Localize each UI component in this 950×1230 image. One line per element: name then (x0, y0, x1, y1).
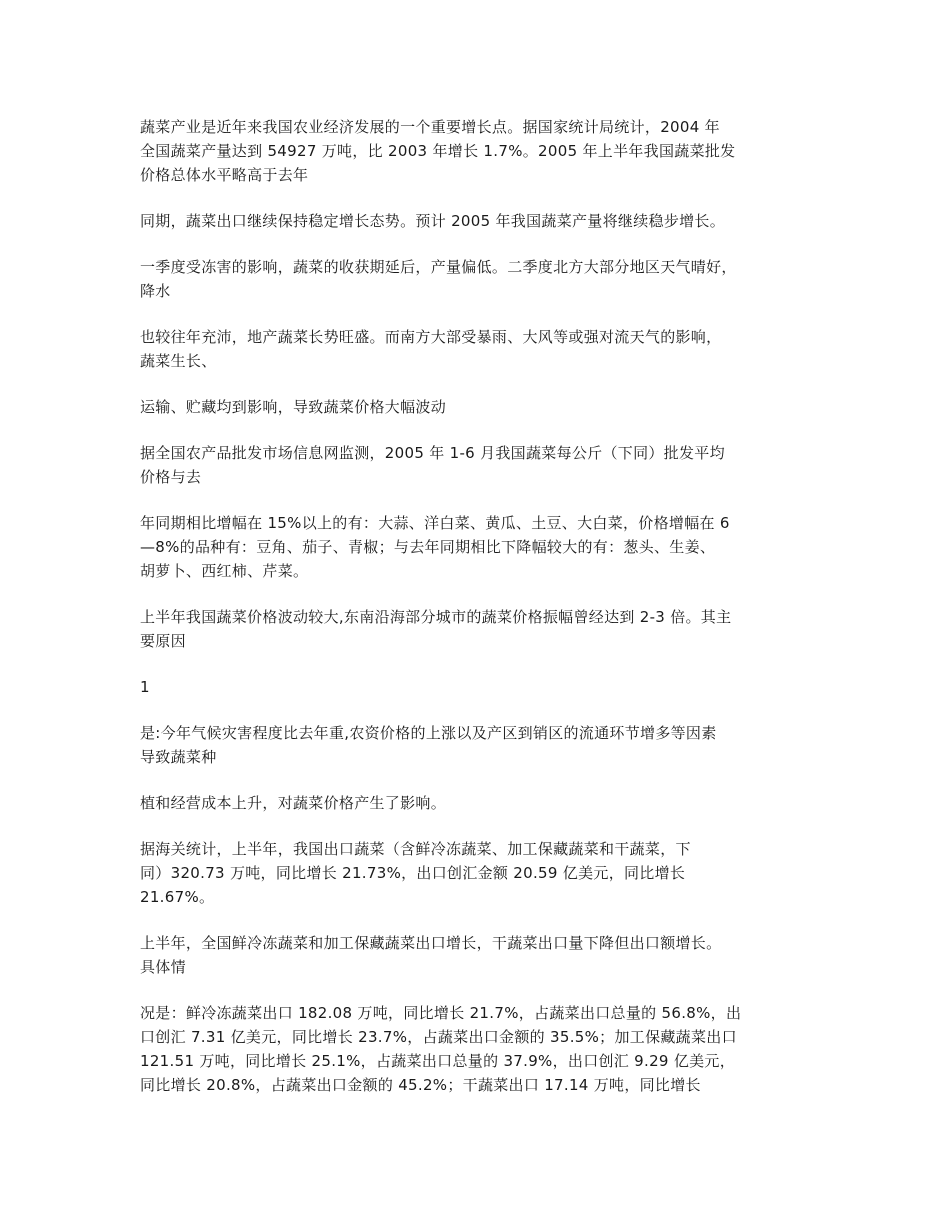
text-line: 同期，蔬菜出口继续保持稳定增长态势。预计 2005 年我国蔬菜产量将继续稳步增长。 (140, 212, 726, 230)
text-line: 价格总体水平略高于去年 (140, 166, 309, 184)
text-line: 全国蔬菜产量达到 54927 万吨，比 2003 年增长 1.7%。2005 年上半年我国蔬菜批发 (140, 142, 736, 160)
paragraph-cost-increase (140, 791, 812, 815)
text-line: 胡萝卜、西红柿、芹菜。 (140, 562, 309, 580)
text-line: 植和经营成本上升，对蔬菜价格产生了影响。 (140, 794, 447, 812)
text-line: 21.67%。 (140, 888, 215, 906)
text-line: 导致蔬菜种 (140, 748, 217, 766)
text-line: 上半年我国蔬菜价格波动较大,东南沿海部分城市的蔬菜价格振幅曾经达到 2-3 倍。其主 (140, 608, 732, 626)
paragraph-customs-statistics (140, 837, 812, 909)
text-line: 具体情 (140, 958, 186, 976)
text-line: 121.51 万吨，同比增长 25.1%，占蔬菜出口总量的 37.9%，出口创汇 9.29 亿美元， (140, 1052, 736, 1070)
paragraph-price-fluctuation (140, 395, 812, 419)
text-line: 一季度受冻害的影响，蔬菜的收获期延后，产量偏低。二季度北方大部分地区天气晴好， (140, 258, 737, 276)
text-line: —8%的品种有：豆角、茄子、青椒；与去年同期相比下降幅较大的有：葱头、生姜、 (140, 538, 716, 556)
paragraph-first-quarter (140, 255, 812, 303)
text-line: 况是：鲜冷冻蔬菜出口 182.08 万吨，同比增长 21.7%，占蔬菜出口总量的 56.8%，出 (140, 1004, 742, 1022)
text-line: 同）320.73 万吨，同比增长 21.73%，出口创汇金额 20.59 亿美元，同比增长 (140, 864, 686, 882)
text-line: 运输、贮藏均到影响，导致蔬菜价格大幅波动 (140, 398, 447, 416)
text-line: 蔬菜产业是近年来我国农业经济发展的一个重要增长点。据国家统计局统计，2004 年 (140, 118, 720, 136)
text-line: 据全国农产品批发市场信息网监测，2005 年 1-6 月我国蔬菜每公斤（下同）批发平均 (140, 444, 725, 462)
text-line: 价格与去 (140, 468, 202, 486)
text-line: 蔬菜生长、 (140, 352, 217, 370)
paragraph-vegetable-industry (140, 115, 812, 187)
text-line: 要原因 (140, 632, 186, 650)
text-line: 同比增长 20.8%，占蔬菜出口金额的 45.2%；干蔬菜出口 17.14 万吨，同比增长 (140, 1076, 701, 1094)
text-line: 上半年，全国鲜冷冻蔬菜和加工保藏蔬菜出口增长，干蔬菜出口量下降但出口额增长。 (140, 934, 722, 952)
paragraph-export-categories (140, 931, 812, 979)
page-number: 1 (140, 678, 150, 696)
paragraph-export-growth (140, 209, 812, 233)
text-line: 口创汇 7.31 亿美元，同比增长 23.7%，占蔬菜出口金额的 35.5%；加工保藏蔬菜出口 (140, 1028, 737, 1046)
paragraph-export-details (140, 1001, 812, 1097)
document-page (140, 115, 812, 1119)
paragraph-southeast-prices (140, 605, 812, 653)
text-line: 年同期相比增幅在 15%以上的有：大蒜、洋白菜、黄瓜、土豆、大白菜，价格增幅在 6 (140, 514, 730, 532)
paragraph-price-changes (140, 511, 812, 583)
paragraph-weather-impact (140, 325, 812, 373)
text-line: 也较往年充沛，地产蔬菜长势旺盛。而南方大部受暴雨、大风等或强对流天气的影响， (140, 328, 722, 346)
paragraph-main-causes (140, 721, 812, 769)
text-line: 降水 (140, 282, 171, 300)
text-line: 据海关统计，上半年，我国出口蔬菜（含鲜冷冻蔬菜、加工保藏蔬菜和干蔬菜，下 (140, 840, 691, 858)
paragraph-market-monitoring (140, 441, 812, 489)
text-line: 是:今年气候灾害程度比去年重,农资价格的上涨以及产区到销区的流通环节增多等因素 (140, 724, 717, 742)
